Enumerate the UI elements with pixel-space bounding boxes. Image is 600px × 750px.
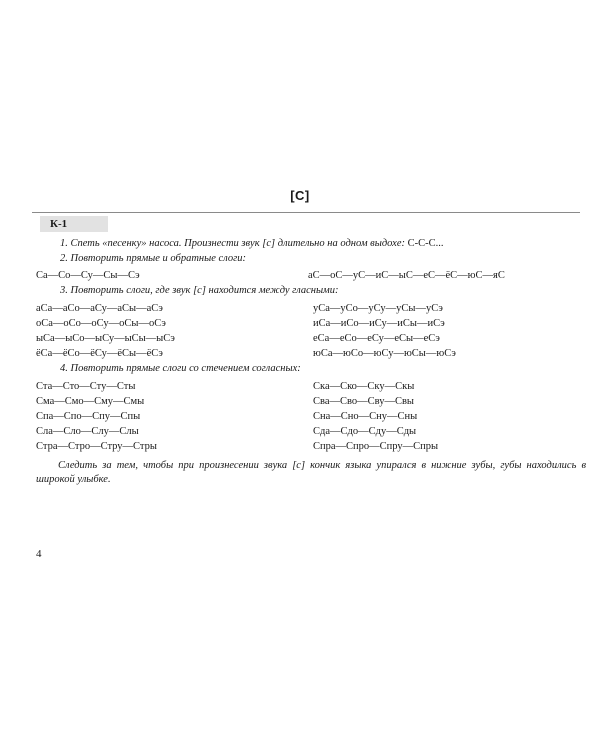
task4-left-row-4: Сла—Сло—Слу—Слы — [36, 426, 139, 437]
task3-right-row-4: юСа—юСо—юСу—юСы—юСэ — [313, 348, 456, 359]
task4-right-row-3: Сна—Сно—Сну—Сны — [313, 411, 418, 422]
section-badge: К-1 — [40, 216, 108, 232]
task3-left-row-2: оСа—оСо—оСу—оСы—оСэ — [36, 318, 166, 329]
task4-left-row-5: Стра—Стро—Стру—Стры — [36, 441, 157, 452]
task4-right-row-4: Сда—Сдо—Сду—Сды — [313, 426, 417, 437]
task4-left-row-2: Сма—Смо—Сму—Смы — [36, 396, 145, 407]
task4-right-row-5: Спра—Спро—Спру—Спры — [313, 441, 439, 452]
task4-right-row-2: Сва—Сво—Сву—Свы — [313, 396, 414, 407]
task2-reverse-syllables: аС—оС—уС—иС—ыС—еС—ёС—юС—яС — [308, 270, 505, 281]
instruction-4: 4. Повторить прямые слоги со стечением согласных: — [60, 363, 301, 374]
task4-left-row-1: Ста—Сто—Сту—Сты — [36, 381, 136, 392]
task4-left-row-3: Спа—Спо—Спу—Спы — [36, 411, 141, 422]
instruction-1-sound: С-С-С... — [405, 238, 444, 249]
page-title: [С] — [290, 188, 310, 203]
task3-right-row-2: иСа—иСо—иСу—иСы—иСэ — [313, 318, 445, 329]
task3-left-row-1: аСа—аСо—аСу—аСы—аСэ — [36, 303, 163, 314]
task3-right-row-1: уСа—уСо—уСу—уСы—уСэ — [313, 303, 443, 314]
instruction-3: 3. Повторить слоги, где звук [с] находится между гласными: — [60, 285, 339, 296]
instruction-2: 2. Повторить прямые и обратные слоги: — [60, 253, 246, 264]
task4-right-row-1: Ска—Ско—Ску—Скы — [313, 381, 415, 392]
articulation-note: Следить за тем, чтобы при произнесении звука [с] кончик языка упирался в нижние зубы, губы находились в широкой улыбке. — [36, 460, 586, 485]
page-number: 4 — [36, 548, 42, 560]
task3-left-row-4: ёСа—ёСо—ёСу—ёСы—ёСэ — [36, 348, 163, 359]
instruction-1 — [60, 238, 444, 249]
header-divider — [32, 212, 580, 213]
task3-right-row-3: еСа—еСо—еСу—еСы—еСэ — [313, 333, 440, 344]
task3-left-row-3: ыСа—ыСо—ыСу—ыСы—ыСэ — [36, 333, 175, 344]
instruction-1-text: 1. Спеть «песенку» насоса. Произнести звук [с] длительно на одном выдохе: — [60, 238, 405, 249]
task2-direct-syllables: Са—Со—Су—Сы—Сэ — [36, 270, 140, 281]
